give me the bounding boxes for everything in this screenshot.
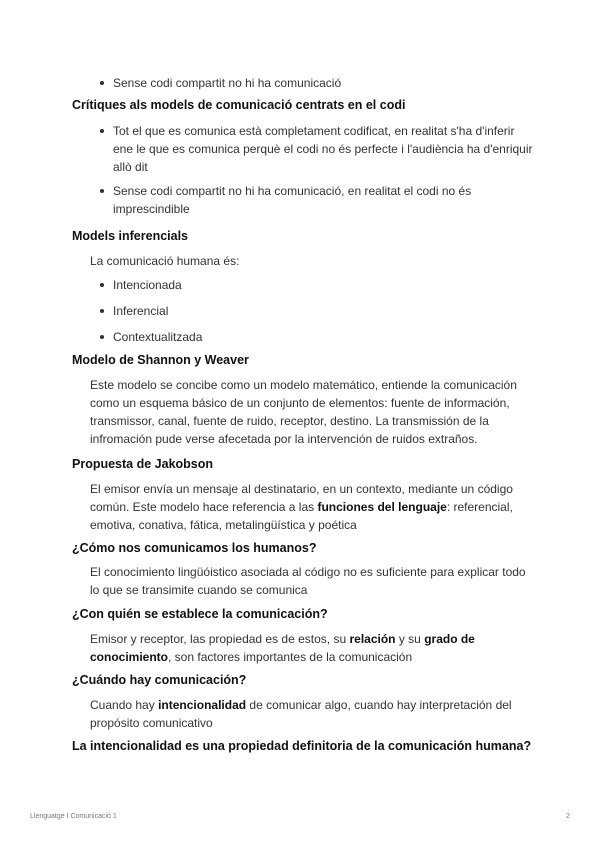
paragraph: Cuando hay intencionalidad de comunicar algo, cuando hay interpretación del propósito comunicativo [90, 698, 512, 730]
list-item: Inferencial [113, 304, 169, 318]
bullet [100, 283, 104, 287]
bold-term: relación [349, 632, 396, 646]
section-heading: Models inferencials [72, 229, 189, 243]
section-heading: La intencionalidad es una propiedad definitoria de la comunicación humana? [72, 739, 532, 753]
footer-title: Llenguatge I Comunicació 1 [30, 813, 117, 820]
bold-term: grado de conocimiento [90, 632, 475, 664]
section-heading: ¿Cuándo hay comunicación? [72, 673, 247, 687]
bold-term: funciones del lenguaje [317, 500, 447, 514]
section-heading: Modelo de Shannon y Weaver [72, 353, 249, 367]
bullet [100, 81, 104, 85]
list-item: Tot el que es comunica està completament codificat, en realitat s'ha d'inferir ene le que es comunica perquè el codi no és perfecte i l'audiència ha d'enriquir allò dit [113, 124, 533, 174]
paragraph: Este modelo se concibe como un modelo matemático, entiende la comunicación como un esquema básico de un conjunto de elementos: fuente de información, transmissor, canal, fuente de ruido, receptor, destino. La transmissión de la infromación pude verse afecetada por la intervención de ruidos extraños. [90, 378, 517, 446]
paragraph: El emisor envía un mensaje al destinatario, en un contexto, mediante un código común. Este modelo hace referencia a las funciones del lenguaje: referencial, emotiva, conativa, fática, metalingüística y poética [90, 482, 513, 532]
list-item: Sense codi compartit no hi ha comunicació, en realitat el codi no és imprescindible [113, 184, 472, 216]
list-item: Contextualitzada [113, 330, 203, 344]
paragraph: Emisor y receptor, las propiedad es de estos, su relación y su grado de conocimiento, son factores importantes de la comunicación [90, 632, 475, 664]
section-heading: Propuesta de Jakobson [72, 457, 214, 471]
section-heading: Crítiques als models de comunicació centrats en el codi [72, 98, 406, 112]
bullet [100, 335, 104, 339]
bullet [100, 309, 104, 313]
section-heading: ¿Cómo nos comunicamos los humanos? [72, 541, 317, 555]
bold-term: intencionalidad [158, 698, 247, 712]
paragraph: El conocimiento lingüóistico asociada al código no es suficiente para explicar todo lo que se transimite cuando se comunica [90, 565, 526, 597]
list-item: Sense codi compartit no hi ha comunicació [113, 76, 342, 90]
section-heading: ¿Con quién se establece la comunicación? [72, 607, 328, 621]
page-number: 2 [566, 813, 570, 820]
bullet [100, 189, 104, 193]
paragraph: La comunicació humana és: [90, 254, 240, 268]
list-item: Intencionada [113, 278, 182, 292]
bullet [100, 129, 104, 133]
